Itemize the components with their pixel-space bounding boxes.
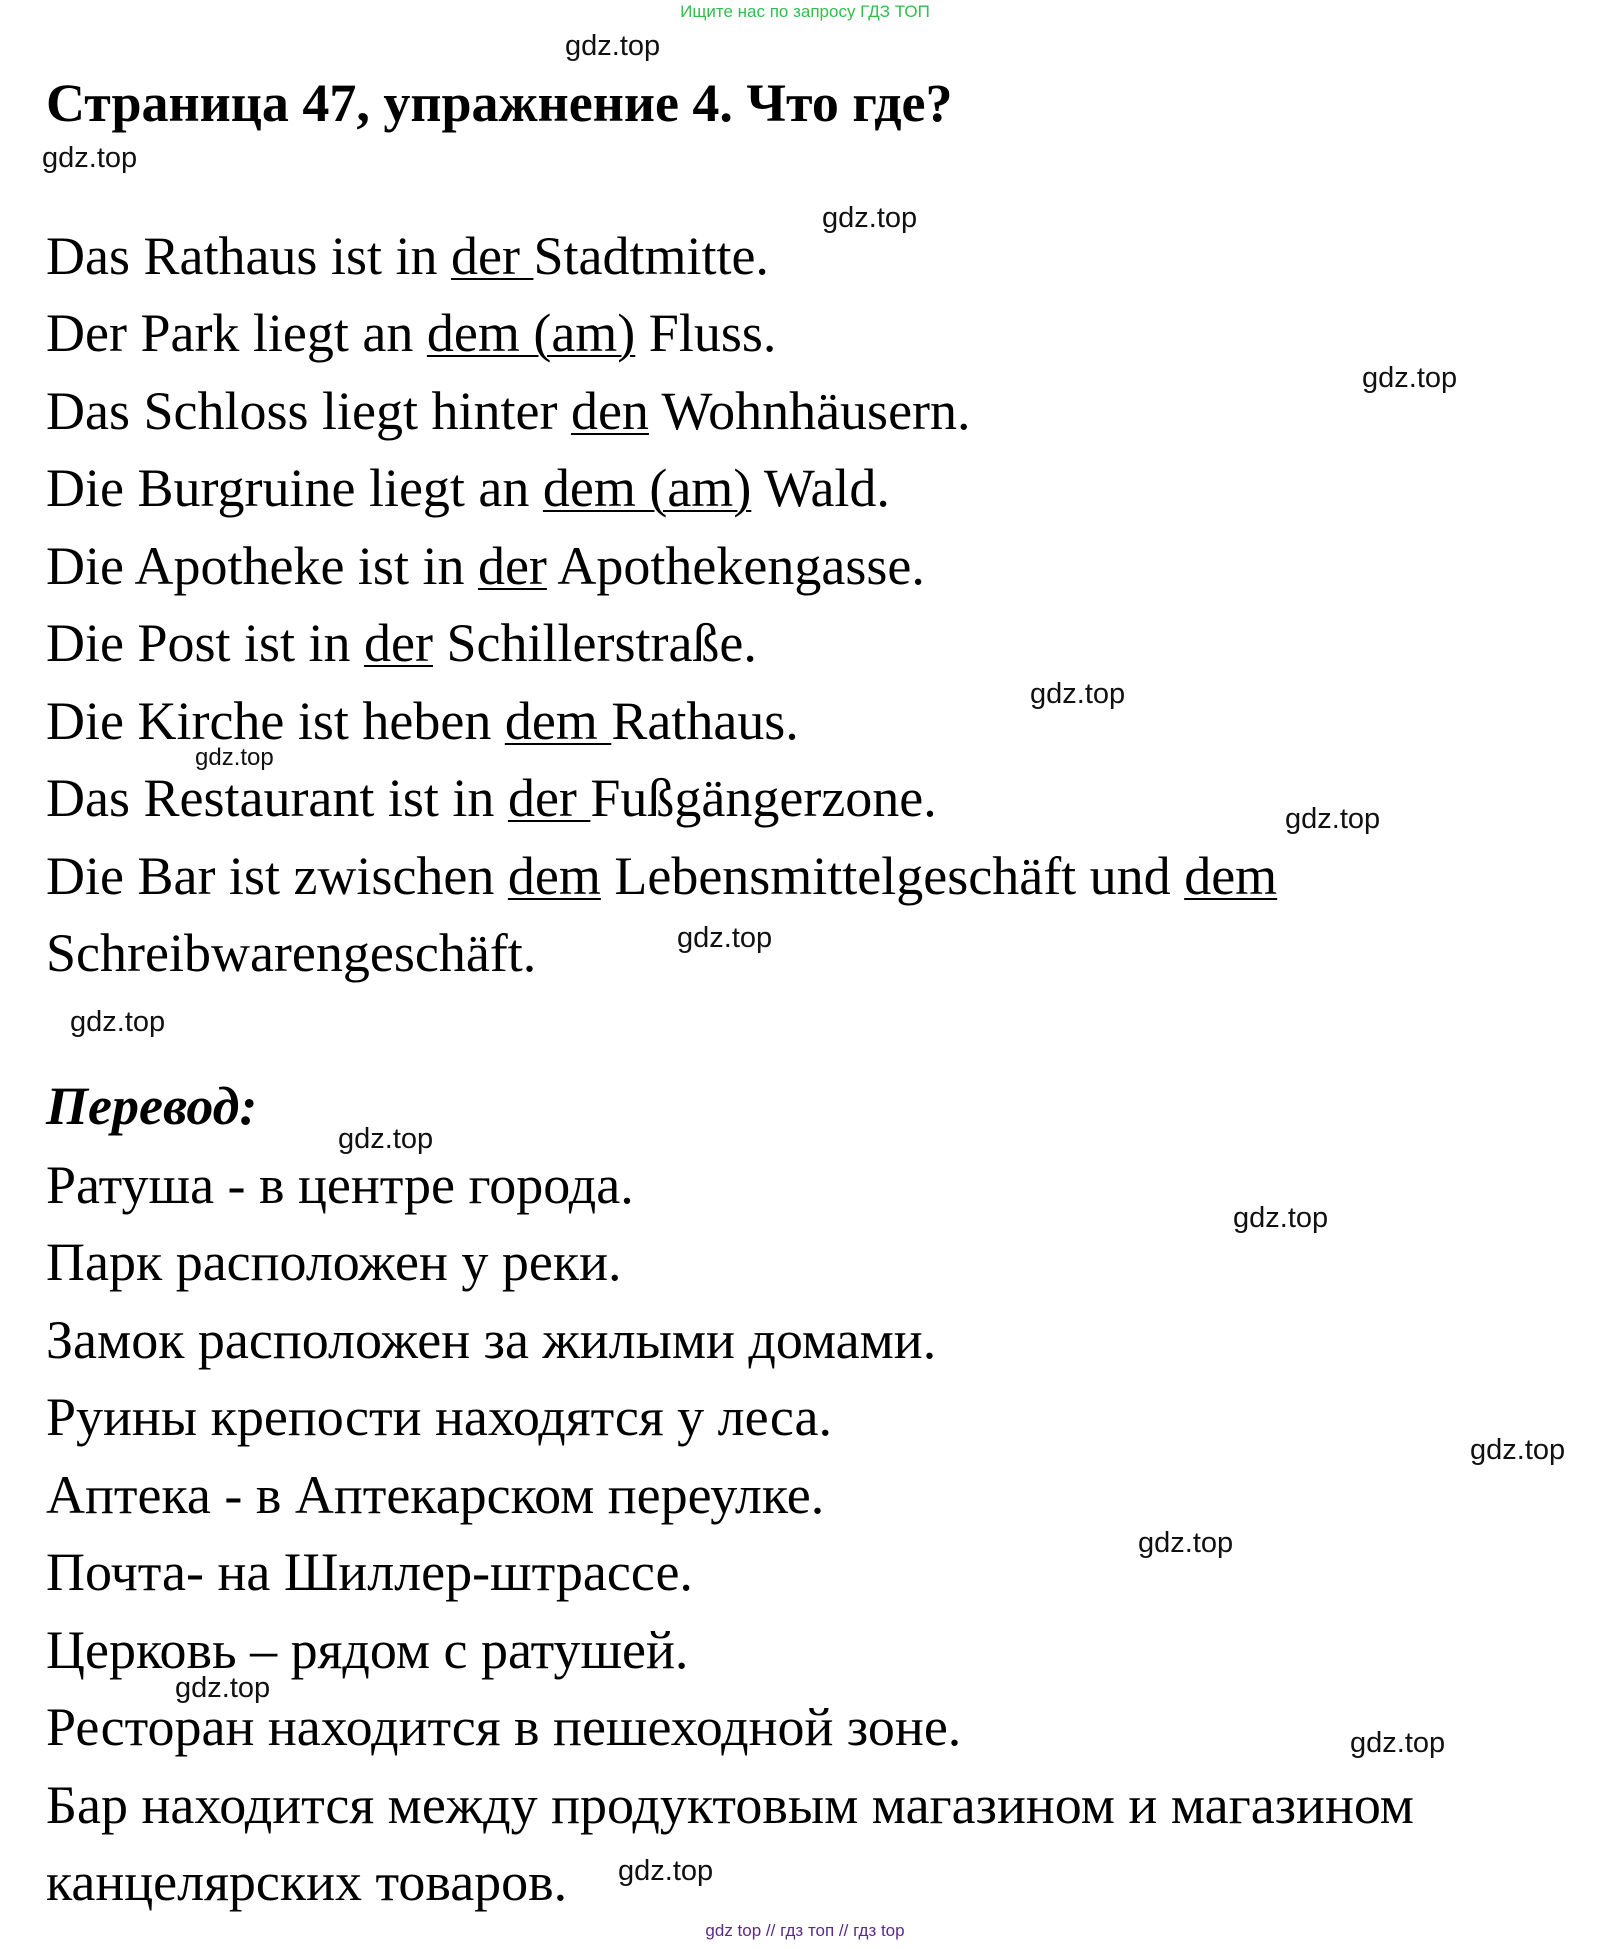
text: Stadtmitte. — [533, 226, 769, 286]
watermark: gdz.top — [1285, 803, 1381, 835]
german-line-2 — [46, 303, 776, 363]
bottom-banner[interactable]: gdz top // гдз топ // гдз top — [705, 1921, 905, 1940]
russian-line-1: Ратуша - в центре города. — [46, 1155, 634, 1215]
text: Schreibwarengeschäft. — [46, 923, 537, 983]
text: Die Apotheke ist in — [46, 536, 478, 596]
watermark: gdz.top — [565, 30, 661, 62]
text: Die Post ist in — [46, 613, 365, 673]
watermark: gdz.top — [1138, 1527, 1234, 1559]
watermark: gdz.top — [1350, 1727, 1446, 1759]
german-line-4 — [46, 458, 890, 518]
text: Das Schloss liegt hinter — [46, 381, 571, 441]
russian-line-5: Аптека - в Аптекарском переулке. — [46, 1465, 825, 1525]
page-title: Страница 47, упражнение 4. Что где? — [46, 73, 953, 133]
russian-line-3: Замок расположен за жилыми домами. — [46, 1310, 937, 1370]
text: Wohnhäusern. — [648, 381, 971, 441]
german-line-6 — [46, 613, 757, 673]
article: der — [450, 226, 534, 286]
article: dem — [1184, 846, 1278, 906]
text: Die Bar ist zwischen — [46, 846, 508, 906]
watermark: gdz.top — [70, 1006, 166, 1038]
article: den — [570, 381, 649, 441]
russian-line-4: Руины крепости находятся у леса. — [46, 1387, 833, 1447]
article: der — [477, 536, 547, 596]
article: der — [364, 613, 433, 673]
text: Fußgängerzone. — [590, 768, 937, 828]
german-line-7 — [46, 691, 799, 751]
russian-line-10: канцелярских товаров. — [46, 1852, 568, 1912]
article: dem (am) — [426, 303, 636, 363]
watermark: gdz.top — [1470, 1434, 1566, 1466]
article: dem (am) — [542, 458, 752, 518]
watermark: gdz.top — [1362, 362, 1458, 394]
german-line-3 — [46, 381, 971, 441]
text: Das Rathaus ist in — [46, 226, 451, 286]
article: dem — [507, 846, 601, 906]
german-line-8 — [46, 768, 937, 828]
text: Apothekengasse. — [546, 536, 925, 596]
watermark: gdz.top — [175, 1672, 271, 1704]
watermark: gdz.top — [618, 1855, 714, 1887]
article: dem — [504, 691, 612, 751]
text: Rathaus. — [611, 691, 799, 751]
watermark: gdz.top — [42, 142, 138, 174]
russian-line-2: Парк расположен у реки. — [46, 1232, 622, 1292]
text: Wald. — [751, 458, 890, 518]
text: Schillerstraße. — [433, 613, 757, 673]
german-line-5 — [46, 536, 925, 596]
text: Das Restaurant ist in — [46, 768, 508, 828]
top-banner[interactable]: Ищите нас по запросу ГДЗ ТОП — [680, 2, 930, 21]
german-line-10 — [46, 923, 536, 983]
watermark: gdz.top — [1030, 678, 1126, 710]
german-line-1 — [46, 226, 769, 286]
watermark: gdz.top — [677, 922, 773, 954]
translation-heading: Перевод: — [46, 1076, 258, 1136]
text: Fluss. — [635, 303, 777, 363]
watermark: gdz.top — [338, 1123, 434, 1155]
text: Die Burgruine liegt an — [46, 458, 543, 518]
russian-line-9: Бар находится между продуктовым магазином и магазином — [46, 1775, 1414, 1835]
watermark: gdz.top — [822, 202, 918, 234]
text: Lebensmittelgeschäft und — [600, 846, 1185, 906]
german-line-9 — [46, 846, 1277, 906]
article: der — [507, 768, 591, 828]
russian-line-8: Ресторан находится в пешеходной зоне. — [46, 1697, 962, 1757]
russian-line-7: Церковь – рядом с ратушей. — [46, 1620, 689, 1680]
russian-line-6: Почта- на Шиллер-штрассе. — [46, 1542, 693, 1602]
watermark: gdz.top — [1233, 1202, 1329, 1234]
text: Der Park liegt an — [46, 303, 427, 363]
text: Die Kirche ist heben — [46, 691, 505, 751]
watermark: gdz.top — [195, 744, 274, 771]
